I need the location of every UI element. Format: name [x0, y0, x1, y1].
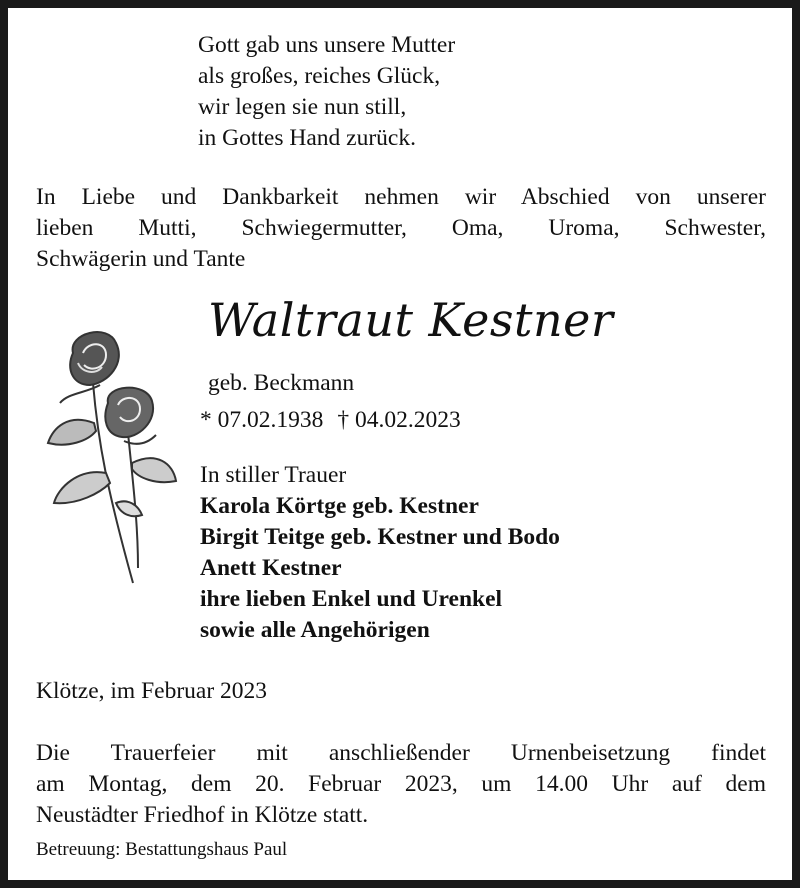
- deceased-name: Waltraut Kestner: [208, 293, 614, 347]
- poem-line: wir legen sie nun still,: [198, 94, 407, 120]
- poem-line: als großes, reiches Glück,: [198, 63, 441, 89]
- intro-line: Schwägerin und Tante: [36, 246, 246, 272]
- service-line: Die Trauerfeier mit anschließender Urnenbeisetzung findet: [36, 740, 766, 766]
- intro-text: [36, 182, 766, 275]
- intro-line: In Liebe und Dankbarkeit nehmen wir Abschied von unserer: [36, 184, 766, 210]
- place-date: Klötze, im Februar 2023: [36, 678, 268, 704]
- mourner-name: sowie alle Angehörigen: [200, 617, 430, 643]
- mourner-name: Karola Körtge geb. Kestner: [200, 493, 479, 519]
- rose-icon: [38, 323, 178, 603]
- life-dates: [200, 405, 461, 436]
- mourner-name: Birgit Teitge geb. Kestner und Bodo: [200, 524, 560, 550]
- mourners-heading: In stiller Trauer: [200, 462, 347, 488]
- poem-line: Gott gab uns unsere Mutter: [198, 32, 456, 58]
- birth-name: geb. Beckmann: [208, 370, 355, 396]
- mourners: [200, 460, 560, 646]
- funeral-home: Betreuung: Bestattungshaus Paul: [36, 839, 288, 860]
- death-date: † 04.02.2023: [337, 407, 461, 433]
- intro-line: lieben Mutti, Schwiegermutter, Oma, Uroma, Schwester,: [36, 215, 766, 241]
- poem: [198, 30, 455, 154]
- service-line: am Montag, dem 20. Februar 2023, um 14.00 Uhr auf dem: [36, 771, 766, 797]
- poem-line: in Gottes Hand zurück.: [198, 125, 416, 151]
- service-info: [36, 738, 766, 831]
- mourner-name: Anett Kestner: [200, 555, 342, 581]
- mourner-name: ihre lieben Enkel und Urenkel: [200, 586, 503, 612]
- service-line: Neustädter Friedhof in Klötze statt.: [36, 802, 369, 828]
- birth-date: * 07.02.1938: [200, 407, 324, 433]
